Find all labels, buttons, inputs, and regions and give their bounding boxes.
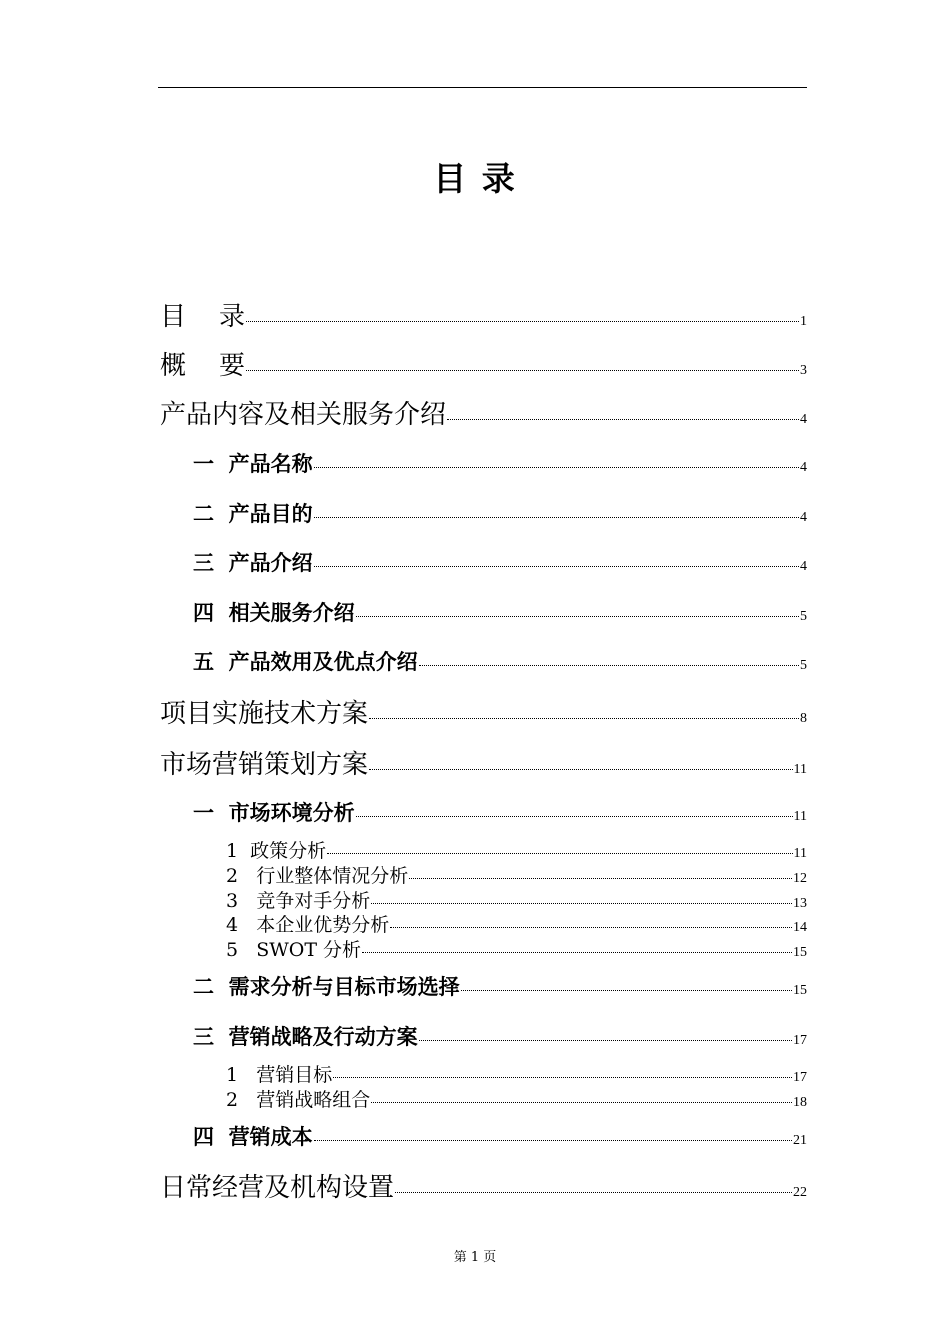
toc-entry[interactable]: [160, 744, 807, 781]
toc-leader-dots: [461, 990, 792, 991]
toc-entry[interactable]: [226, 886, 807, 913]
toc-entry[interactable]: [160, 1167, 807, 1204]
toc-leader-dots: [314, 517, 799, 518]
toc-entry[interactable]: [193, 1121, 807, 1151]
toc-leader-dots: [314, 566, 799, 567]
toc-entry-page: 17: [793, 1070, 807, 1085]
toc-entry-page: 11: [793, 846, 807, 861]
toc-leader-dots: [369, 769, 793, 770]
toc-entry-page: 3: [800, 363, 807, 378]
toc-entry[interactable]: [226, 935, 807, 962]
toc-entry[interactable]: [226, 861, 807, 888]
toc-entry-page: 4: [800, 559, 807, 574]
toc-entry[interactable]: [193, 797, 807, 827]
toc-entry[interactable]: [193, 448, 807, 478]
toc-entry-label: 一 产品名称: [193, 452, 313, 476]
toc-entry-label: 日常经营及机构设置: [160, 1173, 395, 1203]
toc-entry-label: 4 本企业优势分析: [226, 914, 390, 936]
toc-entry[interactable]: [226, 836, 807, 863]
toc-leader-dots: [390, 927, 792, 928]
toc-entry-label: 市场营销策划方案: [160, 750, 369, 780]
toc-entry[interactable]: [193, 1021, 807, 1051]
toc-entry-label: 二 需求分析与目标市场选择: [193, 975, 460, 999]
toc-entry[interactable]: [160, 693, 807, 730]
toc-leader-dots: [314, 1140, 792, 1141]
toc-entry-page: 12: [793, 871, 807, 886]
toc-entry-label: 三 营销战略及行动方案: [193, 1025, 418, 1049]
toc-leader-dots: [447, 419, 799, 420]
toc-leader-dots: [246, 370, 799, 371]
toc-entry-label: 2 行业整体情况分析: [226, 865, 409, 887]
toc-entry-page: 18: [793, 1095, 807, 1110]
toc-entry[interactable]: [160, 345, 807, 382]
toc-leader-dots: [371, 903, 792, 904]
toc-entry-page: 11: [793, 762, 807, 777]
page-number-footer: 第 1 页: [453, 1250, 497, 1265]
toc-leader-dots: [333, 1077, 792, 1078]
toc-entry-label: 产品内容及相关服务介绍: [160, 400, 447, 430]
toc-entry[interactable]: [193, 498, 807, 528]
toc-entry[interactable]: [160, 394, 807, 431]
toc-entry-label: 三 产品介绍: [193, 551, 313, 575]
toc-leader-dots: [314, 467, 799, 468]
toc-entry-label: 3 竞争对手分析: [226, 890, 371, 912]
toc-leader-dots: [246, 321, 799, 322]
toc-leader-dots: [369, 718, 799, 719]
toc-leader-dots: [371, 1102, 792, 1103]
toc-entry-page: 4: [800, 460, 807, 475]
toc-entry-page: 14: [793, 920, 807, 935]
toc-leader-dots: [362, 952, 792, 953]
toc-entry[interactable]: [193, 646, 807, 676]
toc-entry[interactable]: [160, 296, 807, 333]
toc-leader-dots: [419, 1040, 792, 1041]
toc-leader-dots: [327, 853, 792, 854]
toc-entry[interactable]: [193, 547, 807, 577]
toc-leader-dots: [419, 665, 799, 666]
toc-entry-label: 二 产品目的: [193, 502, 313, 526]
toc-entry-page: 15: [793, 945, 807, 960]
toc-entry-label: 1 政策分析: [226, 840, 327, 862]
toc-entry-page: 21: [793, 1133, 807, 1148]
toc-entry-label: 1 营销目标: [226, 1064, 333, 1086]
toc-entry-page: 13: [793, 896, 807, 911]
toc-leader-dots: [395, 1192, 792, 1193]
toc-entry-label: 四 营销成本: [193, 1125, 313, 1149]
toc-entry-page: 5: [800, 609, 807, 624]
toc-entry-page: 15: [793, 983, 807, 998]
toc-entry-label: 四 相关服务介绍: [193, 601, 355, 625]
toc-entry-page: 4: [800, 510, 807, 525]
toc-entry-label: 5 SWOT 分析: [226, 939, 362, 961]
toc-entry-label: 五 产品效用及优点介绍: [193, 650, 418, 674]
toc-entry-page: 5: [800, 658, 807, 673]
toc-entry-label: 一 市场环境分析: [193, 801, 355, 825]
toc-leader-dots: [356, 816, 793, 817]
toc-entry[interactable]: [226, 910, 807, 937]
toc-entry-page: 4: [800, 412, 807, 427]
toc-entry[interactable]: [193, 971, 807, 1001]
toc-leader-dots: [409, 878, 792, 879]
toc-entry-page: 17: [793, 1033, 807, 1048]
toc-entry-label: 项目实施技术方案: [160, 699, 369, 729]
toc-leader-dots: [356, 616, 799, 617]
toc-entry[interactable]: [226, 1060, 807, 1087]
toc-entry[interactable]: [193, 597, 807, 627]
toc-entry-page: 11: [793, 809, 807, 824]
toc-entry[interactable]: [226, 1085, 807, 1112]
toc-entry-page: 1: [800, 314, 807, 329]
toc-entry-label: 概 要: [160, 351, 246, 381]
toc-entry-page: 22: [793, 1185, 807, 1200]
toc-entry-page: 8: [800, 711, 807, 726]
header-rule: [158, 87, 807, 88]
page-title: 目 录: [433, 159, 517, 198]
toc-entry-label: 2 营销战略组合: [226, 1089, 371, 1111]
toc-entry-label: 目 录: [160, 302, 246, 332]
